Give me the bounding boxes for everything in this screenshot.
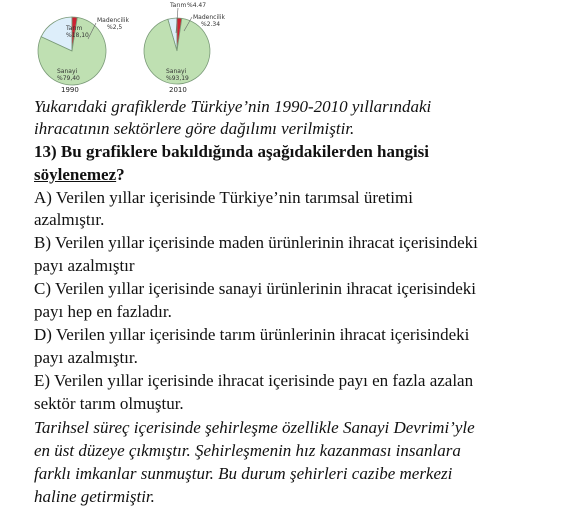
pie-1990-madencilik-label: Madencilik: [97, 17, 129, 24]
option-e-line-1: E) Verilen yıllar içerisinde ihracat içerisinde payı en fazla azalan: [34, 371, 474, 390]
pie-2010-madencilik-value: %2.34: [201, 21, 221, 28]
option-a-line-1: A) Verilen yıllar içerisinde Türkiye’nin tarımsal üretimi: [34, 188, 413, 207]
option-b-line-1: B) Verilen yıllar içerisinde maden ürünlerinin ihracat içerisindeki: [34, 233, 478, 252]
pie-charts-area: [0, 0, 562, 100]
footer-line-3: farklı imkanlar sunmuştur. Bu durum şehirleri cazibe merkezi: [34, 464, 453, 483]
intro-line-1: Yukarıdaki grafiklerde Türkiye’nin 1990-2010 yıllarındaki: [34, 97, 432, 116]
pie-1990-tarim-value: %18,10: [66, 32, 89, 39]
pie-2010-sanayi-value: %93,19: [166, 75, 189, 82]
footer-line-4: haline getirmiştir.: [34, 487, 155, 506]
pie-2010-year: 2010: [169, 86, 187, 94]
option-a-line-2: azalmıştır.: [34, 210, 105, 229]
option-c-line-1: C) Verilen yıllar içerisinde sanayi ürünlerinin ihracat içerisindeki: [34, 279, 477, 298]
question-keyword: söylenemez: [34, 165, 117, 184]
option-e-line-2: sektör tarım olmuştur.: [34, 394, 184, 413]
option-d-line-1: D) Verilen yıllar içerisinde tarım ürünlerinin ihracat içerisindeki: [34, 325, 470, 344]
pie-2010-madencilik-label: Madencilik: [193, 14, 225, 21]
question-line-2: [34, 164, 125, 186]
pie-1990-madencilik-value: %2,5: [107, 24, 123, 31]
footer-line-1: Tarihsel süreç içerisinde şehirleşme özellikle Sanayi Devrimi’yle: [34, 418, 475, 437]
option-d-line-2: payı azalmıştır.: [34, 348, 138, 367]
intro-line-2: ihracatının sektörlere göre dağılımı verilmiştir.: [34, 119, 355, 138]
pie-2010-tarim-label: Tarım: [170, 2, 187, 9]
option-b-line-2: payı azalmıştır: [34, 256, 135, 275]
pie-2010-tarim-value: %4.47: [187, 2, 207, 9]
pie-1990-tarim-label: Tarım: [66, 25, 83, 32]
pie-1990-sanayi-value: %79,40: [57, 75, 80, 82]
pie-2010-sanayi-label: Sanayi: [166, 68, 187, 75]
option-c-line-2: payı hep en fazladır.: [34, 302, 172, 321]
pie-1990-sanayi-label: Sanayi: [57, 68, 78, 75]
footer-line-2: en üst düzeye çıkmıştır. Şehirleşmenin hız kazanması insanlara: [34, 441, 461, 460]
question-mark: ?: [116, 165, 125, 184]
pie-1990-year: 1990: [61, 86, 79, 94]
question-line-1: 13) Bu grafiklere bakıldığında aşağıdakilerden hangisi: [34, 142, 430, 161]
